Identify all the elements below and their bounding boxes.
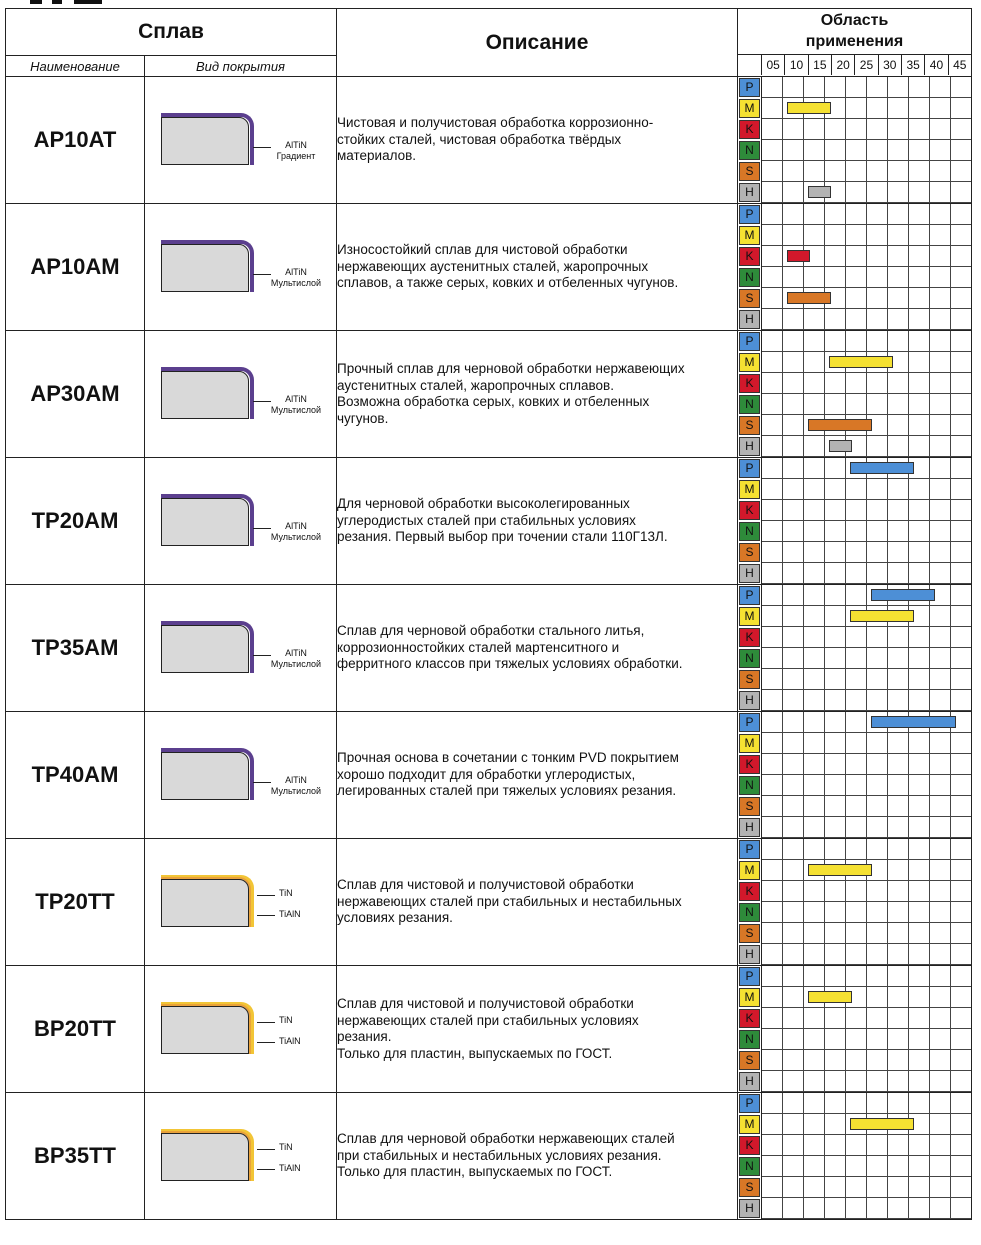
iso-group-row xyxy=(738,1093,971,1114)
coated-insert-icon xyxy=(161,494,253,546)
alloy-description xyxy=(337,204,738,331)
range-bar-m xyxy=(808,991,852,1003)
iso-badge-s: S xyxy=(739,289,760,308)
iso-badge-n: N xyxy=(739,141,760,160)
iso-group-row xyxy=(738,394,971,415)
area-title xyxy=(738,9,971,54)
iso-group-row xyxy=(738,881,971,902)
coating-leader-line xyxy=(257,1022,275,1023)
iso-badge-s: S xyxy=(739,1178,760,1197)
application-matrix xyxy=(738,966,972,1093)
iso-badge-m: M xyxy=(739,988,760,1007)
iso-badge-p: P xyxy=(739,78,760,97)
iso-badge-m: M xyxy=(739,861,760,880)
iso-group-row xyxy=(738,246,971,267)
iso-badge-m: M xyxy=(739,353,760,372)
coated-insert-icon xyxy=(161,621,253,673)
application-matrix xyxy=(738,458,972,585)
alloy-name: BP20TT xyxy=(6,966,145,1093)
iso-group-row xyxy=(738,966,971,987)
iso-group-row xyxy=(738,436,971,457)
description-line: Сплав для чистовой и получистовой обработки xyxy=(337,996,634,1011)
description-line: нержавеющих аустенитных сталей, жаропрочных xyxy=(337,258,649,274)
iso-group-row xyxy=(738,373,971,394)
range-bar-p xyxy=(850,462,915,474)
scale-tick: 10 xyxy=(785,55,808,75)
alloy-row xyxy=(6,1093,972,1220)
iso-badge-s: S xyxy=(739,543,760,562)
alloy-name: TP20TT xyxy=(6,839,145,966)
scale-tick: 40 xyxy=(925,55,948,75)
alloy-row xyxy=(6,77,972,204)
coating-cell xyxy=(145,712,337,839)
area-title-line2: применения xyxy=(805,33,904,50)
iso-badge-h: H xyxy=(739,691,760,710)
coating-leader-line xyxy=(257,915,275,916)
alloy-description xyxy=(337,712,738,839)
scale-tick: 15 xyxy=(809,55,832,75)
description-line: Прочная основа в сочетании с тонким PVD покрытием xyxy=(337,750,679,766)
cropped-title-fragment xyxy=(0,0,120,4)
iso-group-row xyxy=(738,542,971,563)
iso-badge-h: H xyxy=(739,1199,760,1218)
header-application-area xyxy=(738,9,972,77)
iso-group-row xyxy=(738,204,971,225)
coating-label: AlTiN Мультислой xyxy=(270,648,322,669)
application-matrix xyxy=(738,839,972,966)
iso-group-row xyxy=(738,119,971,140)
coating-leader-line xyxy=(257,1149,275,1150)
iso-group-row xyxy=(738,98,971,119)
alloy-name: AP30AM xyxy=(6,331,145,458)
range-bar-m xyxy=(808,864,873,876)
range-bar-m xyxy=(787,102,831,114)
iso-group-row xyxy=(738,902,971,923)
iso-group-row xyxy=(738,331,971,352)
area-title-line1: Область xyxy=(820,12,889,29)
iso-badge-s: S xyxy=(739,797,760,816)
coating-label: AlTiN Мультислой xyxy=(270,394,322,415)
iso-badge-s: S xyxy=(739,924,760,943)
description-line: ферритного классов при тяжелых условиях обработки. xyxy=(337,656,683,672)
description-line: нержавеющих сталей при стабильных условиях xyxy=(337,1012,639,1028)
coating-label: TiN xyxy=(279,1142,293,1152)
coating-leader-line xyxy=(257,1169,275,1170)
iso-group-row xyxy=(738,140,971,161)
iso-badge-n: N xyxy=(739,1157,760,1176)
application-matrix xyxy=(738,331,972,458)
iso-badge-h: H xyxy=(739,183,760,202)
iso-group-row xyxy=(738,754,971,775)
iso-group-row xyxy=(738,1008,971,1029)
description-line: аустенитных сталей, жаропрочных сплавов. xyxy=(337,377,614,393)
iso-badge-n: N xyxy=(739,903,760,922)
range-bar-s xyxy=(787,292,831,304)
iso-badge-p: P xyxy=(739,586,760,605)
description-line: легированных сталей при тяжелых условиях резания. xyxy=(337,783,677,799)
coating-label: TiN xyxy=(279,888,293,898)
iso-group-row xyxy=(738,1071,971,1092)
iso-badge-k: K xyxy=(739,120,760,139)
iso-badge-p: P xyxy=(739,713,760,732)
description-line: углеродистых сталей при стабильных условиях xyxy=(337,512,636,528)
coating-cell xyxy=(145,458,337,585)
coating-label: TiAlN xyxy=(279,909,301,919)
description-line: Прочный сплав для черновой обработки нержавеющих xyxy=(337,361,685,376)
range-bar-h xyxy=(808,186,831,198)
iso-badge-k: K xyxy=(739,374,760,393)
description-line: при стабильных и нестабильных условиях резания. xyxy=(337,1147,662,1163)
subheader-name: Наименование xyxy=(6,56,145,77)
range-bar-p xyxy=(871,716,957,728)
range-bar-s xyxy=(808,419,873,431)
iso-group-row xyxy=(738,77,971,98)
description-line: Износостойкий сплав для чистовой обработки xyxy=(337,242,628,258)
iso-group-row xyxy=(738,1135,971,1156)
iso-badge-k: K xyxy=(739,1136,760,1155)
iso-group-row xyxy=(738,182,971,203)
iso-badge-p: P xyxy=(739,840,760,859)
iso-badge-k: K xyxy=(739,882,760,901)
iso-badge-n: N xyxy=(739,268,760,287)
iso-badge-n: N xyxy=(739,1030,760,1049)
iso-badge-h: H xyxy=(739,1072,760,1091)
iso-badge-k: K xyxy=(739,1009,760,1028)
iso-group-row xyxy=(738,500,971,521)
iso-group-row xyxy=(738,627,971,648)
coated-insert-icon xyxy=(161,1002,253,1054)
coated-insert-icon xyxy=(161,240,253,292)
iso-group-row xyxy=(738,987,971,1008)
coating-leader-line xyxy=(257,1042,275,1043)
iso-group-row xyxy=(738,521,971,542)
description-line: Только для пластин, выпускаемых по ГОСТ. xyxy=(337,1045,613,1061)
iso-badge-k: K xyxy=(739,247,760,266)
scale-tick: 25 xyxy=(855,55,878,75)
iso-badge-k: K xyxy=(739,501,760,520)
description-line: условиях резания. xyxy=(337,910,453,926)
range-bar-p xyxy=(871,589,936,601)
iso-badge-n: N xyxy=(739,776,760,795)
alloy-name: TP35AM xyxy=(6,585,145,712)
description-line: Чистовая и получистовая обработка коррозионно- xyxy=(337,115,654,131)
iso-group-row xyxy=(738,1029,971,1050)
alloy-row xyxy=(6,966,972,1093)
iso-badge-m: M xyxy=(739,607,760,626)
scale-tick: 35 xyxy=(902,55,925,75)
coating-leader-line xyxy=(257,895,275,896)
alloy-description xyxy=(337,458,738,585)
iso-group-row xyxy=(738,648,971,669)
alloy-description xyxy=(337,1093,738,1220)
description-line: материалов. xyxy=(337,148,417,164)
iso-badge-s: S xyxy=(739,670,760,689)
iso-group-row xyxy=(738,563,971,584)
alloy-description xyxy=(337,839,738,966)
application-matrix xyxy=(738,1093,972,1220)
coating-cell xyxy=(145,331,337,458)
iso-scale xyxy=(738,54,971,75)
description-line: Сплав для черновой обработки стального литья, xyxy=(337,623,645,639)
iso-group-row xyxy=(738,585,971,606)
description-line: Для черновой обработки высоколегированных xyxy=(337,496,630,512)
description-line: нержавеющих сталей при стабильных и нестабильных xyxy=(337,893,682,909)
alloy-name: AP10AM xyxy=(6,204,145,331)
iso-group-row xyxy=(738,817,971,838)
iso-badge-p: P xyxy=(739,967,760,986)
iso-badge-s: S xyxy=(739,162,760,181)
coated-insert-icon xyxy=(161,113,253,165)
iso-badge-p: P xyxy=(739,332,760,351)
iso-group-row xyxy=(738,923,971,944)
iso-group-row xyxy=(738,669,971,690)
description-line: Возможна обработка серых, ковких и отбеленных xyxy=(337,394,650,409)
iso-badge-s: S xyxy=(739,416,760,435)
coating-label: AlTiN Градиент xyxy=(276,140,316,161)
iso-badge-n: N xyxy=(739,395,760,414)
scale-tick: 45 xyxy=(953,58,967,72)
alloy-row xyxy=(6,839,972,966)
alloy-name: BP35TT xyxy=(6,1093,145,1220)
iso-badge-k: K xyxy=(739,628,760,647)
iso-badge-k: K xyxy=(739,755,760,774)
coating-cell xyxy=(145,966,337,1093)
description-line: Сплав для черновой обработки нержавеющих сталей xyxy=(337,1131,675,1147)
iso-group-row xyxy=(738,1050,971,1071)
coating-label: TiAlN xyxy=(279,1036,301,1046)
coating-cell xyxy=(145,585,337,712)
header-description: Описание xyxy=(337,9,738,77)
alloy-description xyxy=(337,77,738,204)
alloy-row xyxy=(6,458,972,585)
description-line: резания. Первый выбор при точении стали 110Г13Л. xyxy=(337,529,668,545)
alloy-description xyxy=(337,585,738,712)
alloy-name: TP40AM xyxy=(6,712,145,839)
description-line: стойких сталей, чистовая обработка твёрдых xyxy=(337,131,622,147)
iso-group-row xyxy=(738,733,971,754)
iso-group-row xyxy=(738,288,971,309)
application-matrix xyxy=(738,712,972,839)
range-bar-m xyxy=(829,356,894,368)
iso-badge-h: H xyxy=(739,564,760,583)
iso-badge-p: P xyxy=(739,205,760,224)
application-matrix xyxy=(738,585,972,712)
coating-label: AlTiN Мультислой xyxy=(270,267,322,288)
range-bar-k xyxy=(787,250,810,262)
subheader-coating: Вид покрытия xyxy=(145,56,337,77)
alloy-description xyxy=(337,331,738,458)
range-bar-h xyxy=(829,440,852,452)
iso-group-row xyxy=(738,944,971,965)
scale-tick: 30 xyxy=(879,55,902,75)
iso-badge-h: H xyxy=(739,818,760,837)
alloy-table xyxy=(5,8,972,1220)
iso-badge-m: M xyxy=(739,226,760,245)
application-matrix xyxy=(738,77,972,204)
iso-group-row xyxy=(738,225,971,246)
coating-cell xyxy=(145,204,337,331)
description-line: хорошо подходит для обработки углеродистых, xyxy=(337,766,636,782)
iso-group-row xyxy=(738,267,971,288)
alloy-description xyxy=(337,966,738,1093)
alloy-row xyxy=(6,585,972,712)
coated-insert-icon xyxy=(161,875,253,927)
alloy-row xyxy=(6,712,972,839)
coating-cell xyxy=(145,77,337,204)
coated-insert-icon xyxy=(161,1129,253,1181)
iso-group-row xyxy=(738,1156,971,1177)
application-matrix xyxy=(738,204,972,331)
header-alloy: Сплав xyxy=(6,9,337,56)
coated-insert-icon xyxy=(161,367,253,419)
iso-group-row xyxy=(738,1198,971,1219)
alloy-name: TP20AM xyxy=(6,458,145,585)
iso-group-row xyxy=(738,690,971,711)
alloy-name: AP10AT xyxy=(6,77,145,204)
description-line: резания. xyxy=(337,1029,392,1044)
coating-label: AlTiN Мультислой xyxy=(270,775,322,796)
iso-group-row xyxy=(738,479,971,500)
iso-badge-h: H xyxy=(739,945,760,964)
scale-tick: 05 xyxy=(762,55,785,75)
iso-badge-h: H xyxy=(739,437,760,456)
description-line: чугунов. xyxy=(337,410,389,426)
iso-group-row xyxy=(738,775,971,796)
alloy-row xyxy=(6,204,972,331)
iso-badge-n: N xyxy=(739,649,760,668)
description-line: сплавов, а также серых, ковких и отбеленных чугунов. xyxy=(337,275,679,291)
iso-badge-h: H xyxy=(739,310,760,329)
coating-cell xyxy=(145,1093,337,1220)
iso-badge-p: P xyxy=(739,459,760,478)
iso-group-row xyxy=(738,1177,971,1198)
iso-badge-m: M xyxy=(739,1115,760,1134)
iso-badge-s: S xyxy=(739,1051,760,1070)
coating-label: AlTiN Мультислой xyxy=(270,521,322,542)
coating-label: TiAlN xyxy=(279,1163,301,1173)
description-line: Сплав для чистовой и получистовой обработки xyxy=(337,877,634,893)
scale-tick: 20 xyxy=(832,55,855,75)
iso-badge-n: N xyxy=(739,522,760,541)
iso-group-row xyxy=(738,839,971,860)
iso-badge-m: M xyxy=(739,734,760,753)
iso-badge-p: P xyxy=(739,1094,760,1113)
coating-cell xyxy=(145,839,337,966)
description-line: Только для пластин, выпускаемых по ГОСТ. xyxy=(337,1164,613,1180)
iso-badge-m: M xyxy=(739,99,760,118)
range-bar-m xyxy=(850,610,915,622)
iso-badge-m: M xyxy=(739,480,760,499)
range-bar-m xyxy=(850,1118,915,1130)
iso-group-row xyxy=(738,309,971,330)
description-line: коррозионностойких сталей мартенситного и xyxy=(337,639,620,655)
alloy-row xyxy=(6,331,972,458)
iso-group-row xyxy=(738,796,971,817)
coating-label: TiN xyxy=(279,1015,293,1025)
iso-group-row xyxy=(738,161,971,182)
coated-insert-icon xyxy=(161,748,253,800)
